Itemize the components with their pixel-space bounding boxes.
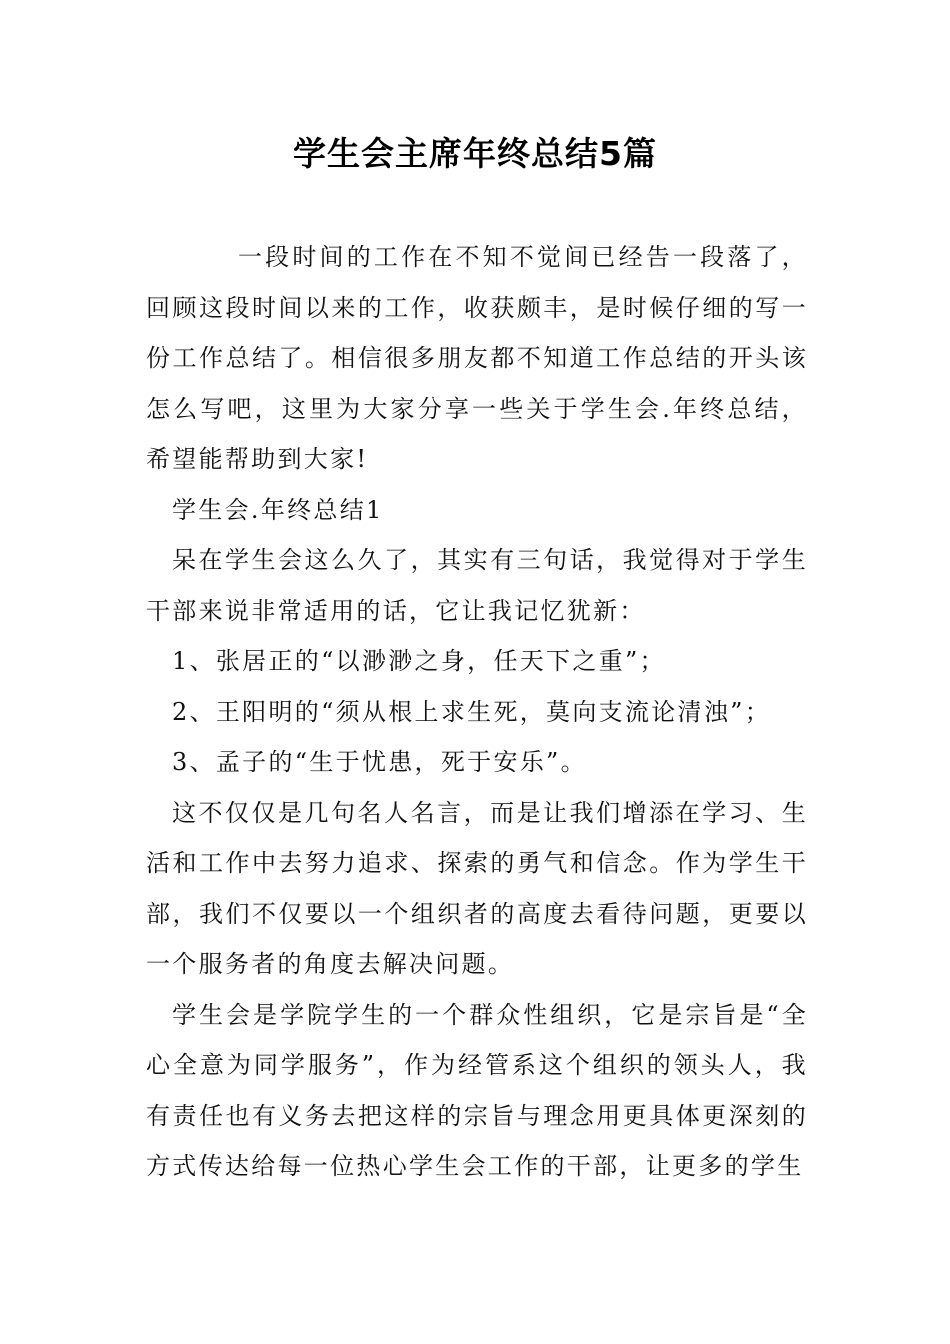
quote-item: 2、王阳明的“须从根上求生死，莫向支流论清浊”； — [172, 697, 772, 726]
intro-paragraph: 一段时间的工作在不知不觉间已经告一段落了，回顾这段时间以来的工作，收获颇丰，是时候仔细的写一份工作总结了。相信很多朋友都不知道工作总结的开头该怎么写吧，这里为大家分享一些关于学生会.年终总结，希望能帮助到大家! — [146, 243, 808, 473]
document-body — [146, 232, 808, 1192]
document-title: 学生会主席年终总结5篇 — [293, 134, 657, 173]
section-heading: 学生会.年终总结1 — [172, 495, 384, 524]
quote-item: 1、张居正的“以渺渺之身，任天下之重”； — [172, 647, 666, 675]
body-paragraph: 这不仅仅是几句名人名言，而是让我们增添在学习、生活和工作中去努力追求、探索的勇气和信念。作为学生干部，我们不仅要以一个组织者的高度去看待问题，更要以一个服务者的角度去解决问题。 — [146, 798, 808, 978]
body-paragraph: 学生会是学院学生的一个群众性组织，它是宗旨是“全心全意为同学服务”，作为经管系这个组织的领头人，我有责任也有义务去把这样的宗旨与理念用更具体更深刻的方式传达给每一位热心学生会工作的干部，让更多的学生 — [146, 1000, 808, 1180]
body-paragraph: 呆在学生会这么久了，其实有三句话，我觉得对于学生干部来说非常适用的话，它让我记忆犹新： — [146, 546, 808, 625]
quote-item: 3、孟子的“生于忧患，死于安乐”。 — [172, 748, 587, 776]
